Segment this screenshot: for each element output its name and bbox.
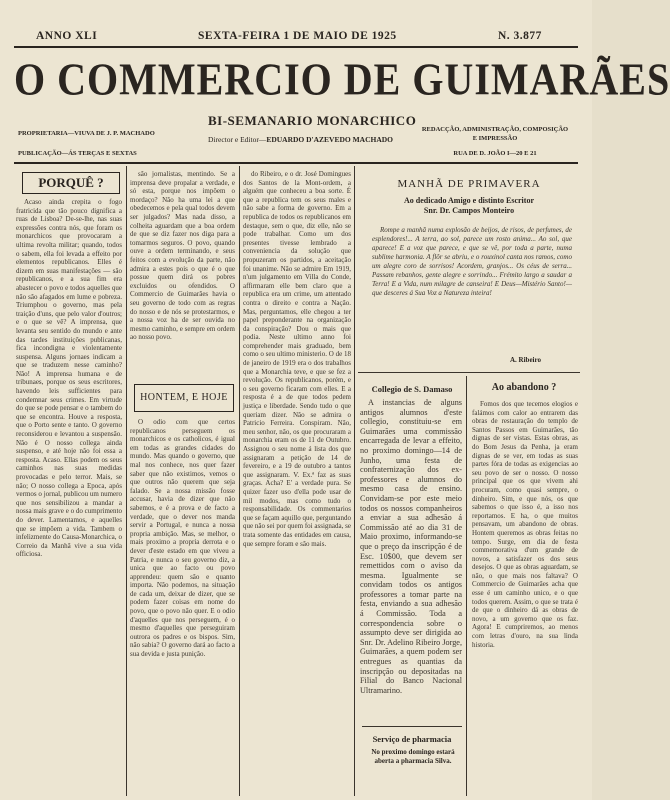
section-rule — [358, 372, 580, 373]
publication-line: PUBLICAÇÃO—ÁS TERÇAS E SEXTAS — [18, 150, 137, 157]
column-rule — [126, 166, 127, 796]
manha-heading: MANHÃ DE PRIMAVERA — [397, 178, 541, 190]
manha-poem — [372, 226, 572, 352]
porque-text: Acaso ainda crepita o fogo fratricida que tão pouco dignifica a ruas de Lisboa? De-se-lhe, nas suas expressões contra nós, que foram os monarchicos que provocaram a ultima revolta militar; quando, todos o sabem, ella foi levada a effeito por elementos republicanos. Elles é dizem em suas manifestações — são republicanos, e a sua fim era abastecer o povo e todos aquelles que não são afagados em lume e pobreza. Triumphou o governo, mas pela traição d'uns, que pelo valor d'outros; e o que se vê? A imprensa, que levanta seu sentido do mundo e ante das tardes instituições publicanas, fica incondigna e violentamente suspensa. Alguns jornaes indicam a que se traduzem nesse caminho? Não! A imprensa humana e de tribunaes, porque os seus escritores, havendo leis sufficientes para condemnar seus crimes. Em virtude do que se pode pensar e o tambem do que se encontra. Houve a resposta, que o Porto sente e tanto. O governo reconsiderou e levantou a suspensão. Não é O nosso collega ainda suspenso, e até hoje não foi essa a resposta. Acaso. Ellas podem os seus caminhos nas suas medidas provocadas e pelo terror. Mais, se não; O nosso collega a Epoca, após vermos o jornal, publicou um numero que nos sensibilizou a mandar a nossa mais grave e o do cumprimento do dever. Lamentamos, e aquelles que se impõem a vida. Tambem o infelizmente do Causa-Monarchica, o Correio da Manhã vive a sua vida officiosa. — [16, 198, 122, 559]
director-name: EDUARDO D'AZEVEDO MACHADO — [266, 135, 393, 144]
issue-number: N. 3.877 — [498, 30, 542, 42]
column-rule — [354, 166, 355, 796]
newspaper-subtitle: BI-SEMANARIO MONARCHICO — [208, 113, 417, 128]
address-line: RUA DE D. JOÃO I—20 E 21 — [453, 150, 537, 157]
year-label: ANNO XLI — [36, 30, 98, 42]
hontem-text: O odio com que certos republicanos perseguem os monarchicos e os catholicos, é igual em todas as grandes cidades do mundo. Mas quando o governo, que mal nos conhece, nos quer fazer saber que não existimos, vemos o que outros não querem que seja falado. Se a nossa missão fosse accusar, havia de dizer que não sabemos, e é a prova e de facto a verdade, que o dever nos manda servir a Portugal, e nunca a nossa propria ambição. Mas, se melhor, o mais proximo a propria derrota e o dever d'este estado em que viveu a Patria, e nunca o seu governo diz, a unica que ao facto ou povo apprendeu: quem são e quanto importa. Não podemos, na situação de cada um, deixar de dizer, que se podem fazer coisas em nome do povo, que o povo não quer. E o odio d'aquelles que nos perseguem, é o mesmo d'aquelles que perseguiram outrora os padres e os bispos. Sim, não sabia? O governo dará ao facto a sua devida e justa punição. — [130, 418, 235, 659]
director-line — [208, 135, 393, 144]
collegio-heading: Collegio de S. Damaso — [371, 384, 453, 394]
column3-text: do Ribeiro, e o dr. José Domingues dos Santos de la Mont-ordem, a alguém que conheceu a boa sorte. É que a republica tem os seus males e não sabe a forma de governo. Em a republica de todos os republicanos em destaque, sem o que, diz elle, não se pode trabalhar. Como um dos presentes tivesse lembrado a conveniencia da solução que propuzeram os partidos, a aceitação foi unanime. Não se admire Em 1919, n'um julgamento em Villa do Conde, affirmaram elle bem claro que a republica era um crime, um attentado contra o direito e contra a Nação. Mas, perguntamos, elle chegou a ter papel preponderante na organização da conspiração? Dou o mais que podia. Neste ultimo anno foi comprehender mais graduado, bem como o seu ultimo ministerio. O de 18 de janeiro de 1919 era o dos trabalhos que a Monarchia teve, e que se fez a revolução. Os republicanos, porém, e o seu governo ficaram com elles. E a resposta é a de que todos pedem justiça e liberdade. Sendo tudo o que queriam dizer. Não se admira o Patricio Ferreira. Conspiram. Não, meu senhor, não, os que procuraram a monarchia eram os de 11 de Outubro. Assignou o seu nome á lista dos que assignaram a petição de 14 de fevereiro, e a 19 de outubro a tantos que assignaram. V. Ex.ª faz as suas graças. Acha? E' a verdade pura. Se quizer fazer uso d'ella pode usar de mil modos, mas como tudo o responsabilidade. Os commentarios que se façam aquillo que, perguntando que não sei por quem foi assignada, se trata somente das entidades em causa, que sempre foram e são mais. — [243, 170, 351, 548]
collegio-article — [360, 398, 462, 720]
hontem-heading: HONTEM, E HOJE — [134, 384, 234, 412]
servico-text: No proximo domingo estará aberta a pharmacia Silva. — [371, 748, 455, 765]
top-rule — [14, 46, 578, 48]
manha-author: A. Ribeiro — [510, 356, 541, 364]
column-rule — [466, 376, 467, 796]
column-rule — [239, 166, 240, 796]
servico-heading: Serviço de pharmacia — [372, 734, 452, 744]
owner-line: PROPRIETARIA—VIUVA DE J. P. MACHADO — [18, 130, 155, 137]
column2-article — [130, 170, 235, 370]
manha-dedication: Ao dedicado Amigo e distinto Escritor — [404, 196, 534, 205]
director-label: Director e Editor— — [208, 135, 267, 144]
column3-article — [243, 170, 351, 796]
date-label: SEXTA-FEIRA 1 DE MAIO DE 1925 — [198, 30, 397, 42]
newspaper-title: O COMMERCIO DE GUIMARÃES — [14, 53, 670, 105]
redaction-line: REDACÇÃO, ADMINISTRAÇÃO, COMPOSIÇÃO E IMPRESSÃO — [421, 126, 569, 142]
abandono-text: Fomos dos que tecemos elogios e falámos com calor ao entrarem das obras de restauração do templo de Santos Passos em Guimarães, tão dignas de ser vistas. Estas obras, as do Bom Jesus da Penha, ja eram dignas de se ver, em todas as suas partes fóra de todas as exigencias ao seu povo de ser o nosso. O nosso principal que os que vivem ahi procuram, como quasi sempre, o dinheiro. Sim, e que nós, os que sabemos o que isso é, a isso nos reportamos. E ha, o que muitos pensavam, um abandono de obras. Hontem queremos as obras feitas no tempo. Surge, em dia de festa commemorativa d'um grande de novos, a satisfazer os dos seus desejos. O que as obras aguardam, se não, o que mais nos faltava? O Commercio de Guimarães acha que esse é um caminho unico, e o que todos querem. Assim, o que se trata é de que o dinheiro dá as obras de novo, a um governo que os faz. Agora! E cumpriremos, ao menos com letras d'ouro, na sua linda historia. — [472, 400, 578, 649]
manha-dedicatee: Snr. Dr. Campos Monteiro — [423, 206, 515, 215]
column2-text: são jornalistas, mentindo. Se a imprensa deve propalar a verdade, e só esta, porque nos impõem o mordaço? Não ha uma lei a que obedecemos e pela qual todos devem ser julgados? Mas nada disso, a colheita aguardam que a boa ordem de que se diz fazer nos diga para a tomarmos seguros. O povo, quando ouve a ordem terminando, e seus feitos com a evolução da parte, não admira a estes pois o que é o que possue quem dirá os pobres excluidos ou ofendidos. O Commercio de Guimarães havia o seu governo de todo com as regras do nosso e de nós se protestarmos, e a nossa voz ha de ser ouvida no mesmo caminho, e sempre em ordem ao nosso povo. — [130, 170, 235, 342]
porque-article — [16, 198, 122, 794]
abandono-article — [472, 400, 578, 796]
collegio-text: A instancias de alguns antigos alumnos d'este collegio, constituiu-se em Guimarães uma commissão encarregada de levar a effeito, no proximo domingo—14 de Junho, uma festa de confraternização dos ex-professores e alumnos do mesmo casa de ensino. Convidam-se por este meio todos os nossos companheiros a enviar a sua adhesão á Commissão até ao dia 31 de Maio proximo, informando-se que o preço da inscripção é de Esc. 10$00, que devem ser remettidos com o aviso da mesma. Igualmente se convidam todos os antigos professores a tomar parte na festa, enviando a sua adhesão á Commissão. Toda a correspondencia sobre o assumpto deve ser dirigida ao Snr. Dr. Adelino Ribeiro Jorge, Guimarães, a quem podem ser entregues as quantias da inscripção ou depositadas na Filial do Banco Nacional Ultramarino. — [360, 398, 462, 695]
manha-text: Rompe a manhã numa explosão de beijos, de risos, de perfumes, de esplendores!... A terra, ao sol, parece um rosto anima... Ao sol, que aparece! E a voz que parece, e que se vê, por toda a parte, numa sublime harmonia. A flôr se abriu, e o rouxinol canta nos ramos, como um alegre coro de sorrisos! Acordem, granjos... Os céus de serra... Passam rebanhos, gente alegre e sorrindo... Frémito largo a saudar a Terra! E a Vida, num milagre de canseira! E Deus—Mistério Santo!—que desceres á Sua Voz a Natureza inteira! — [372, 226, 572, 297]
section-rule — [362, 726, 462, 727]
porque-heading: PORQUÊ ? — [22, 172, 120, 194]
masthead-bottom-rule — [14, 162, 578, 164]
abandono-heading: Ao abandono ? — [491, 382, 557, 393]
hontem-article — [130, 418, 235, 796]
